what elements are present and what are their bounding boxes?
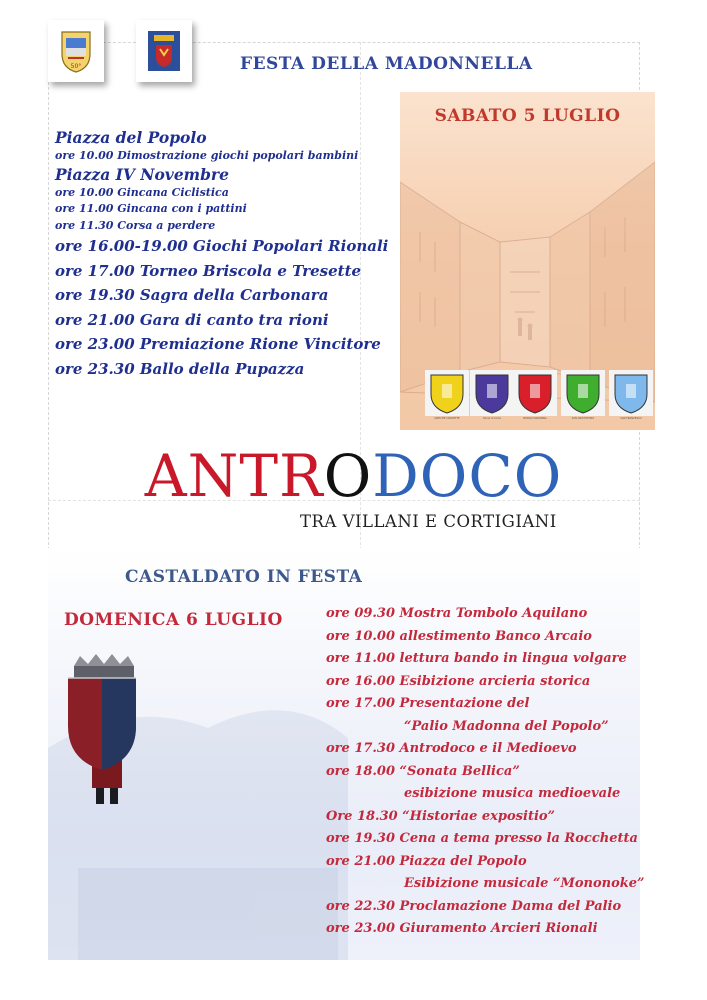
district-shield-icon	[425, 370, 469, 416]
program-line: ore 11.00 lettura bando in lingua volgare	[326, 651, 627, 666]
program-line: ore 11.30 Corsa a perdere	[55, 218, 216, 232]
district-shields	[425, 370, 660, 430]
program-line: ore 10.00 allestimento Banco Arcaio	[326, 628, 592, 644]
logo-anniversary-text: 50°	[70, 63, 82, 70]
program-line: ore 17.00 Presentazione del	[326, 696, 530, 711]
program-line: ore 19.30 Cena a tema presso la Rocchetta	[326, 831, 638, 846]
program-line: “Palio Madonna del Popolo”	[404, 718, 609, 734]
venue-heading: Piazza del Popolo	[55, 128, 207, 147]
district-shield-caption: SAN FRANCESCO	[620, 417, 642, 420]
program-line: Ore 18.30 “Historiae expositio”	[326, 808, 556, 824]
district-shield-caption: BORGO MADONNA	[523, 417, 547, 420]
saturday-program	[55, 128, 400, 382]
sunday-date: DOMENICA 6 LUGLIO	[64, 610, 283, 630]
municipality-logo	[48, 20, 104, 82]
town-name	[0, 444, 707, 508]
program-line: ore 23.00 Premiazione Rione Vincitore	[55, 335, 381, 354]
district-shield	[470, 370, 514, 426]
program-line: ore 23.30 Ballo della Pupazza	[55, 359, 305, 378]
district-shield	[425, 370, 469, 426]
program-line: ore 10.00 Gincana Ciclistica	[55, 185, 229, 199]
town-name-part-red: ANTR	[144, 442, 324, 510]
program-line: ore 18.00 “Sonata Bellica”	[326, 763, 520, 779]
sunday-program	[326, 603, 656, 941]
shield-emblem-icon	[146, 29, 182, 73]
district-shield	[513, 370, 557, 426]
program-line: ore 21.00 Gara di canto tra rioni	[55, 310, 329, 329]
crest-icon	[56, 28, 96, 74]
festival-title: FESTA DELLA MADONNELLA	[240, 54, 533, 74]
program-line: ore 22.30 Proclamazione Dama del Palio	[326, 898, 622, 914]
program-line: ore 23.00 Giuramento Arcieri Rionali	[326, 921, 598, 936]
district-shield-icon	[609, 370, 653, 416]
program-line: Esibizione musicale “Mononoke”	[404, 876, 645, 891]
knight-with-shield-icon	[62, 648, 142, 808]
program-line: ore 09.30 Mostra Tombolo Aquilano	[326, 606, 588, 621]
district-shield-icon	[470, 370, 514, 416]
program-line: esibizione musica medioevale	[404, 786, 621, 801]
knight-figure	[62, 648, 142, 808]
venue-heading: Piazza IV Novembre	[55, 164, 229, 184]
program-line: ore 17.00 Torneo Briscola e Tresette	[55, 261, 362, 280]
town-name-part-blue: DOCO	[372, 442, 563, 510]
district-shield-caption: Rione di Corte	[483, 417, 501, 420]
district-shield-icon	[513, 370, 557, 416]
district-shield-caption: ANTICHE CROCETTE	[434, 417, 460, 420]
program-line: ore 17.30 Antrodoco e il Medioevo	[326, 741, 577, 756]
program-line: ore 10.00 Dimostrazione giochi popolari bambini	[55, 149, 359, 162]
district-shield-icon	[561, 370, 605, 416]
district-shield-caption: SAN CRISTOFORO	[571, 417, 595, 420]
pro-loco-logo	[136, 20, 192, 82]
program-line: ore 16.00-19.00 Giochi Popolari Rionali	[55, 237, 389, 255]
program-line: ore 16.00 Esibizione arcieria storica	[326, 673, 591, 689]
saturday-date: SABATO 5 LUGLIO	[434, 106, 621, 126]
program-line: ore 19.30 Sagra della Carbonara	[55, 286, 329, 305]
program-line: ore 11.00 Gincana con i pattini	[55, 202, 247, 215]
sunday-section-title: CASTALDATO IN FESTA	[125, 567, 363, 587]
program-line: ore 21.00 Piazza del Popolo	[326, 853, 527, 869]
district-shield	[609, 370, 653, 426]
event-subtitle: TRA VILLANI E CORTIGIANI	[300, 512, 557, 531]
district-shield	[561, 370, 605, 426]
town-name-part-black: O	[323, 442, 373, 510]
